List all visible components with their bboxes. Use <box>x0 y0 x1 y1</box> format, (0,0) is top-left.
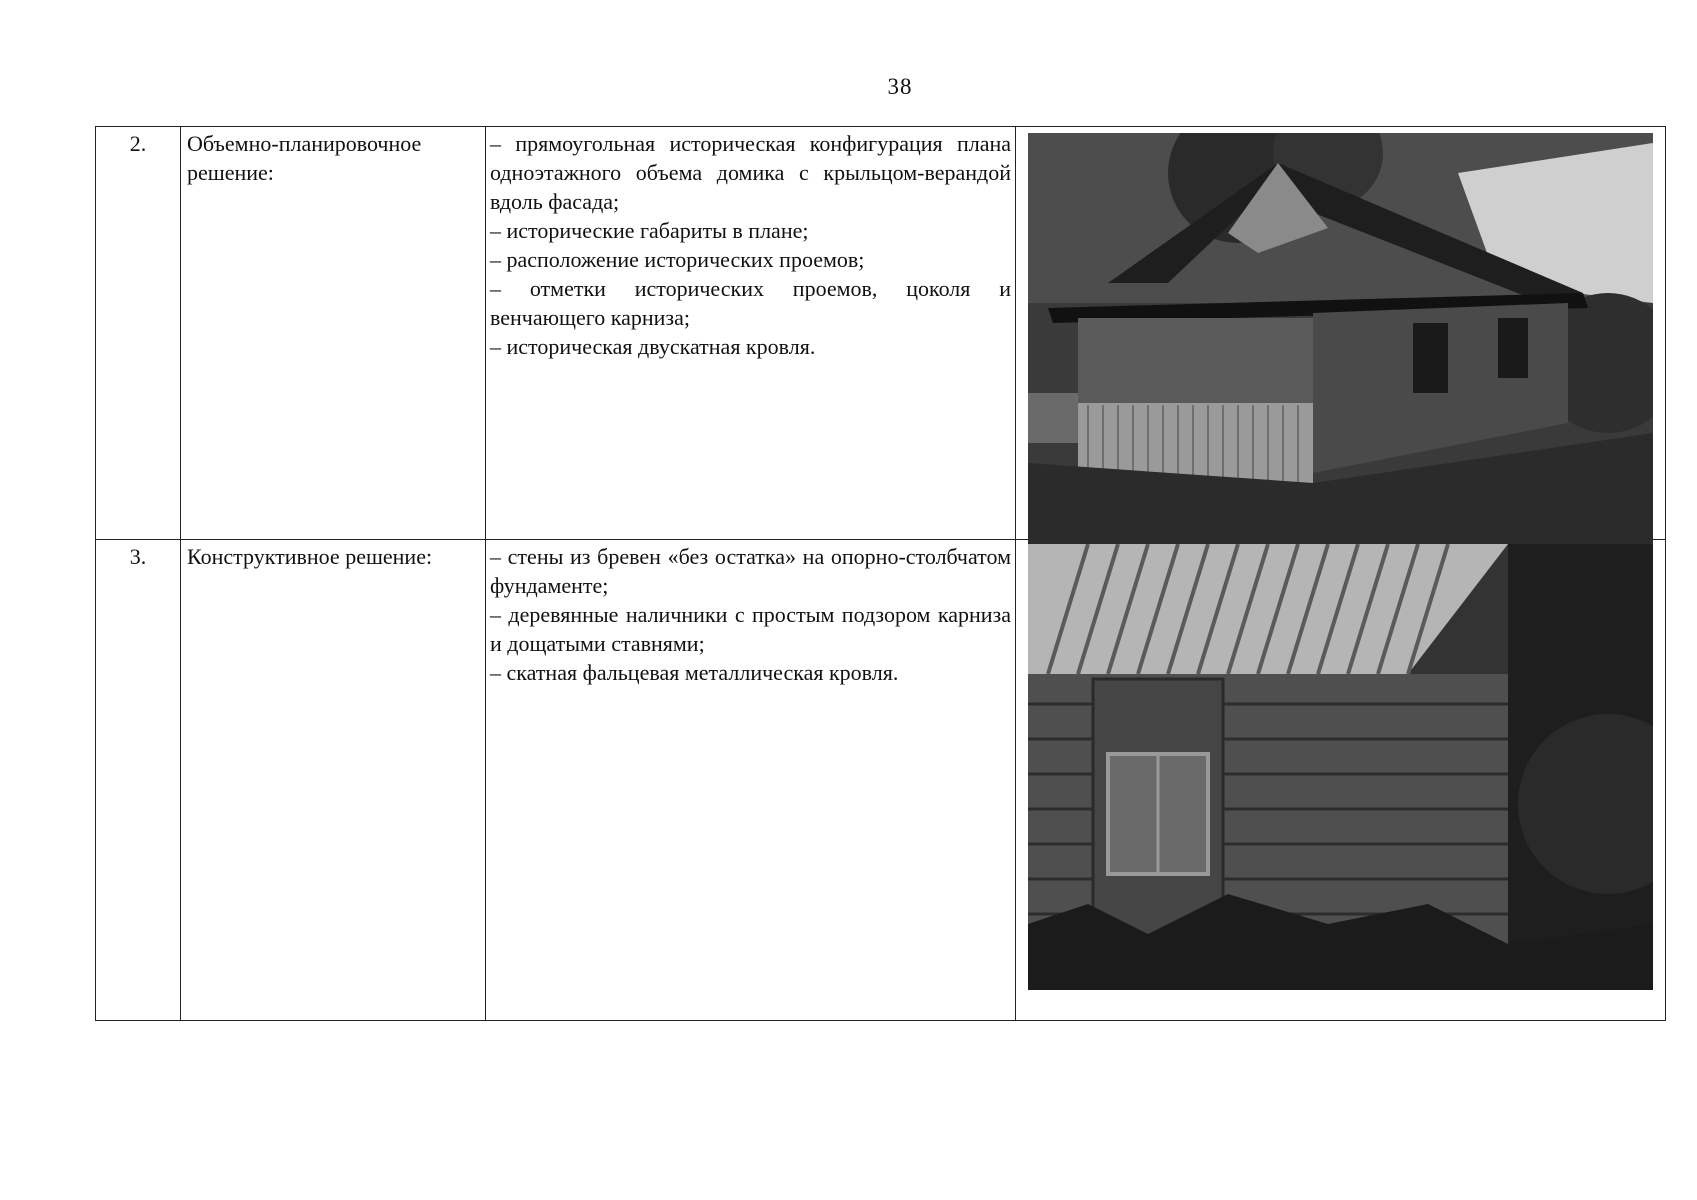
table-row <box>96 540 1666 1021</box>
photo-cell <box>1016 127 1666 540</box>
table-row <box>96 127 1666 540</box>
list-item: – отметки исторических проемов, цоколя и венчающего карниза; <box>490 276 1011 330</box>
row-title: Конструктивное решение: <box>181 540 486 1021</box>
row-description <box>486 127 1016 540</box>
row-number: 2. <box>96 127 181 540</box>
list-item: – расположение исторических проемов; <box>490 247 865 272</box>
description-list <box>490 542 1011 687</box>
list-item: – стены из бревен «без остатка» на опорно-столбчатом фундаменте; <box>490 544 1011 598</box>
row-description <box>486 540 1016 1021</box>
photo-cell <box>1016 540 1666 1021</box>
row-number: 3. <box>96 540 181 1021</box>
list-item: – исторические габариты в плане; <box>490 218 809 243</box>
wall-photo <box>1028 544 1653 990</box>
page-number: 38 <box>887 74 913 99</box>
list-item: – прямоугольная историческая конфигурация плана одноэтажного объема домика с крыльцом-верандой вдоль фасада; <box>490 131 1011 214</box>
house-photo <box>1028 133 1653 545</box>
row-title: Объемно-планировочное решение: <box>181 127 486 540</box>
list-item: – деревянные наличники с простым подзором карниза и дощатыми ставнями; <box>490 602 1011 656</box>
description-list <box>490 129 1011 361</box>
list-item: – историческая двускатная кровля. <box>490 334 816 359</box>
list-item: – скатная фальцевая металлическая кровля. <box>490 660 899 685</box>
attributes-table <box>95 126 1666 1021</box>
